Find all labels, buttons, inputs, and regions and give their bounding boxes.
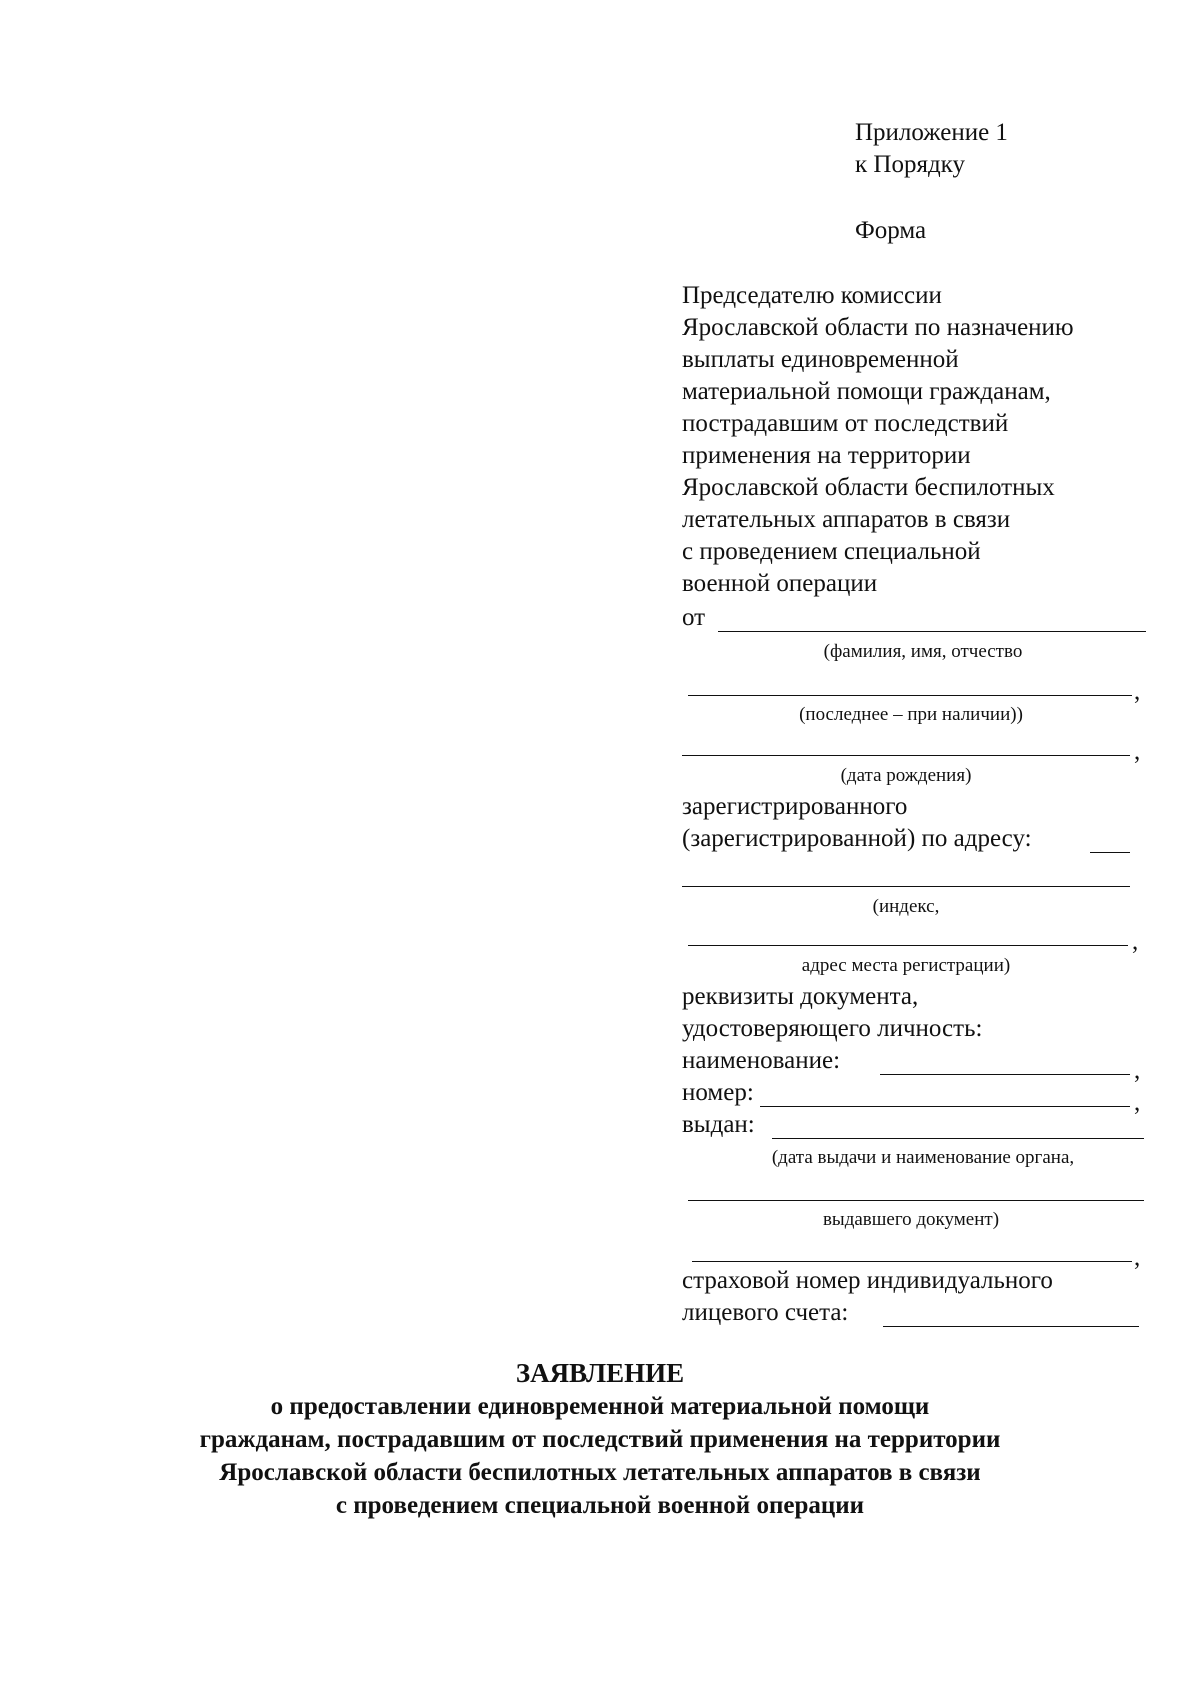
addressee-line: материальной помощи гражданам, xyxy=(682,378,1051,405)
addressee-line: выплаты единовременной xyxy=(682,346,959,373)
comma: , xyxy=(1134,1089,1141,1116)
addressee-line: Председателю комиссии xyxy=(682,282,942,309)
registered-address-label: (зарегистрированной) по адресу: xyxy=(682,825,1032,852)
issuing-authority-line[interactable] xyxy=(688,1200,1144,1201)
document-number-field[interactable] xyxy=(760,1106,1130,1107)
issued-caption-2: выдавшего документ) xyxy=(822,1209,1000,1230)
birth-date-line[interactable] xyxy=(682,755,1130,756)
appendix-label: Приложение 1 xyxy=(855,119,1008,146)
addressee-line: Ярославской области по назначению xyxy=(682,314,1074,341)
addressee-line: применения на территории xyxy=(682,442,971,469)
addressee-line: пострадавшим от последствий xyxy=(682,410,1009,437)
form-label: Форма xyxy=(855,217,927,244)
addressee-line: с проведением специальной xyxy=(682,538,981,565)
index-line[interactable] xyxy=(682,886,1130,887)
comma: , xyxy=(1132,928,1139,955)
birth-date-caption: (дата рождения) xyxy=(840,765,972,786)
issuing-authority-line-2[interactable] xyxy=(692,1261,1132,1262)
fio-field-line[interactable] xyxy=(718,631,1146,632)
statement-subtitle: о предоставлении единовременной материальной помощи xyxy=(270,1393,930,1420)
issued-field[interactable] xyxy=(772,1138,1144,1139)
comma: , xyxy=(1134,1057,1141,1084)
document-number-label: номер: xyxy=(682,1079,754,1106)
addressee-line: военной операции xyxy=(682,570,878,597)
addressee-line: Ярославской области беспилотных xyxy=(682,474,1055,501)
statement-subtitle: Ярославской области беспилотных летательных аппаратов в связи xyxy=(219,1459,981,1486)
snils-field[interactable] xyxy=(883,1326,1139,1327)
address-field-line[interactable] xyxy=(1090,852,1130,853)
address-caption: адрес места регистрации) xyxy=(801,955,1011,976)
registration-address-line[interactable] xyxy=(688,945,1128,946)
snils-label-2: лицевого счета: xyxy=(682,1299,849,1326)
comma: , xyxy=(1134,1244,1141,1271)
statement-subtitle: гражданам, пострадавшим от последствий применения на территории xyxy=(199,1426,1001,1453)
issued-label: выдан: xyxy=(682,1111,755,1138)
registered-label: зарегистрированного xyxy=(682,793,908,820)
fio-caption: (фамилия, имя, отчество xyxy=(823,641,1023,662)
snils-label: страховой номер индивидуального xyxy=(682,1267,1053,1294)
comma: , xyxy=(1134,678,1141,705)
fio-caption-2: (последнее – при наличии)) xyxy=(799,704,1023,725)
issued-caption: (дата выдачи и наименование органа, xyxy=(771,1147,1075,1168)
index-caption: (индекс, xyxy=(872,896,940,917)
addressee-line: летательных аппаратов в связи xyxy=(682,506,1011,533)
fio-field-line-2[interactable] xyxy=(688,695,1132,696)
document-name-label: наименование: xyxy=(682,1047,841,1074)
document-label: реквизиты документа, xyxy=(682,983,919,1010)
identity-label: удостоверяющего личность: xyxy=(682,1015,983,1042)
document-name-field[interactable] xyxy=(880,1074,1130,1075)
statement-heading: ЗАЯВЛЕНИЕ xyxy=(515,1358,685,1388)
comma: , xyxy=(1134,738,1141,765)
statement-subtitle: с проведением специальной военной операции xyxy=(335,1492,865,1519)
from-label: от xyxy=(682,604,706,631)
order-reference: к Порядку xyxy=(855,151,965,178)
